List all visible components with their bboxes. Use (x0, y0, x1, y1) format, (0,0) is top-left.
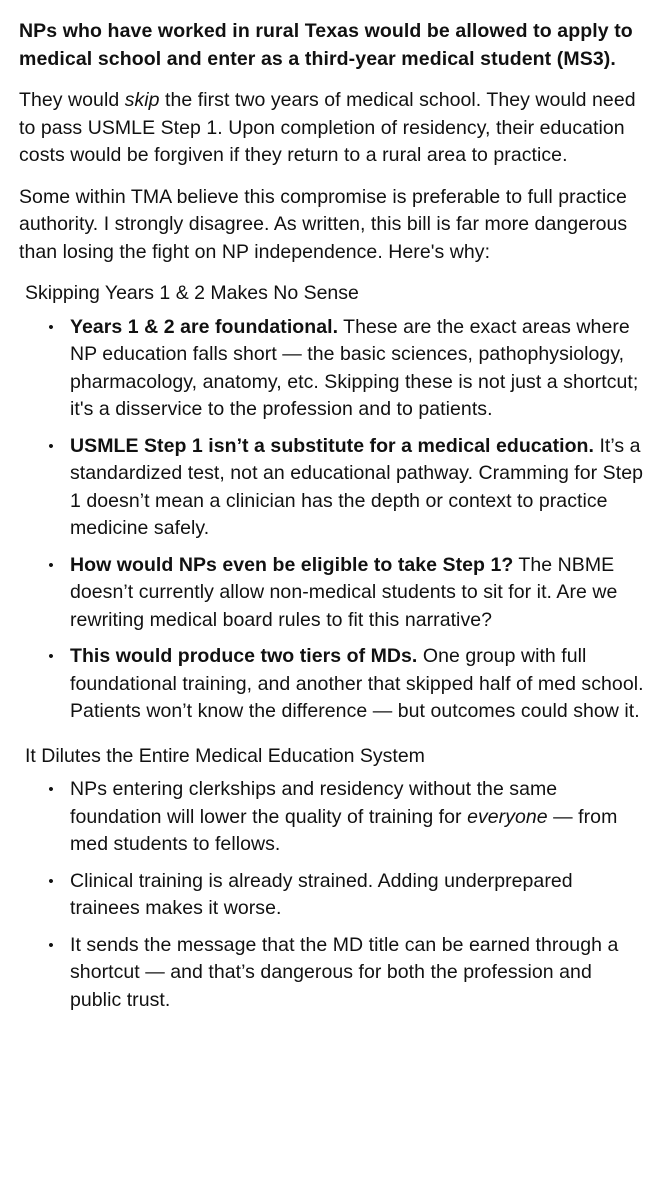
list-item-text: These are the exact areas where NP education falls short — the basic sciences, pathophysiology, pharmacology, anatomy, etc. Skipping these is not just a shortcut; it's a disservice to the profession and to patients. (70, 315, 639, 420)
paragraph-skip (19, 87, 647, 170)
list-item (19, 868, 647, 923)
section2-list (19, 776, 647, 1014)
bullet-icon: • (48, 872, 54, 890)
paragraph-skip-after: the first two years of medical school. They would need to pass USMLE Step 1. Upon completion of residency, their education costs would be forgiven if they return to a rural area to practice. (19, 89, 636, 166)
section-heading-skipping-years: Skipping Years 1 & 2 Makes No Sense (25, 282, 359, 304)
list-item (19, 776, 647, 859)
article-body (19, 18, 647, 1023)
list-item-bold: This would produce two tiers of MDs. (70, 645, 418, 667)
bullet-icon: • (48, 556, 54, 574)
list-item-text: — from med students to fellows. (70, 805, 618, 855)
list-item-text: The NBME doesn’t currently allow non-medical students to sit for it. Are we rewriting medical board rules to fit this narrative? (70, 553, 618, 631)
list-item (19, 643, 647, 726)
paragraph-skip-emphasis: skip (124, 89, 160, 111)
bullet-icon: • (48, 936, 54, 954)
lead-paragraph: NPs who have worked in rural Texas would be allowed to apply to medical school and enter as a third-year medical student (MS3). (19, 20, 633, 70)
bullet-icon: • (48, 781, 54, 798)
list-item-text: Clinical training is already strained. Adding underprepared trainees makes it worse. (70, 869, 573, 919)
list-item-emphasis: everyone (467, 805, 548, 828)
list-item-bold: Years 1 & 2 are foundational. (70, 315, 339, 338)
paragraph-skip-before: They would (19, 89, 125, 111)
bullet-icon: • (48, 318, 54, 336)
list-item-bold: How would NPs even be eligible to take Step 1? (70, 553, 514, 576)
list-item (19, 314, 647, 424)
paragraph-tma: Some within TMA believe this compromise is preferable to full practice authority. I strongly disagree. As written, this bill is far more dangerous than losing the fight on NP independence. Here's why: (19, 185, 628, 263)
bullet-icon: • (48, 437, 54, 455)
list-item-text: NPs entering clerkships and residency without the same foundation will lower the quality of training for (70, 778, 558, 828)
list-item (19, 932, 647, 1015)
list-item-text: One group with full foundational training, and another that skipped half of med school. Patients won’t know the difference — but outcomes could show it. (70, 645, 644, 722)
list-item-bold: USMLE Step 1 isn’t a substitute for a medical education. (70, 434, 594, 457)
section-heading-dilutes-education: It Dilutes the Entire Medical Education System (25, 744, 425, 767)
list-item-text: It’s a standardized test, not an educational pathway. Cramming for Step 1 doesn’t mean a clinician has the depth or context to practice medicine safely. (70, 434, 643, 539)
bullet-icon: • (48, 648, 54, 665)
list-item (19, 433, 647, 543)
section1-list (19, 314, 647, 726)
list-item (19, 552, 647, 635)
list-item-text: It sends the message that the MD title can be earned through a shortcut — and that’s dangerous for both the profession and public trust. (70, 933, 619, 1011)
